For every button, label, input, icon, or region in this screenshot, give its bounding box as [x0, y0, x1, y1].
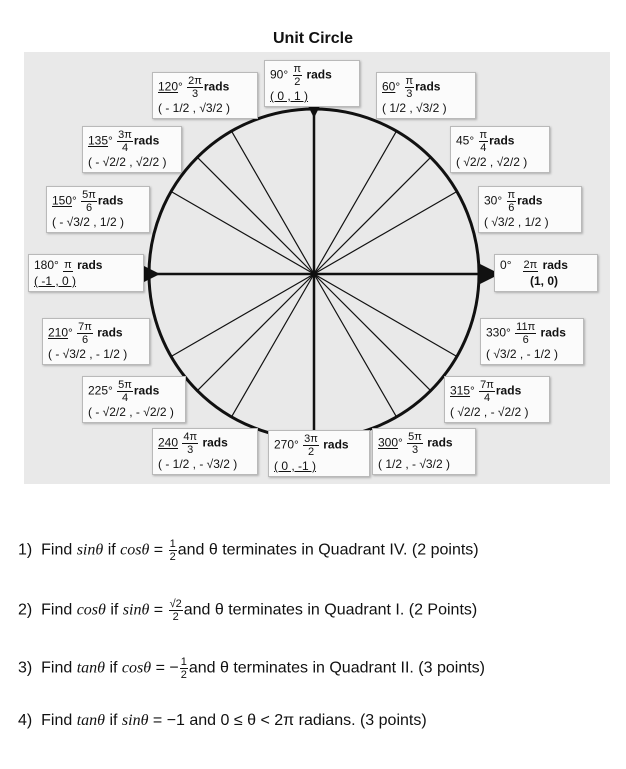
label-300: 300° $\frac{5\pi}{3}$ rads ( 1/2 , - √3/2 ) — [372, 428, 476, 475]
spoke-240 — [232, 274, 315, 417]
label-315: 315° $\frac{7\pi}{4}$ rads ( √2/2 , - √2/2 ) — [444, 376, 550, 423]
question-2: 2) Find cosθ if sinθ = $\frac{√2}{2}$ and θ terminates in Quadrant I. (2 Points) — [18, 598, 478, 623]
label-90: 90° $\frac{\pi}{2}$ rads ( 0 , 1 ) — [264, 60, 360, 107]
label-270: 270° $\frac{3\pi}{2}$ rads ( 0 , -1 ) — [268, 430, 370, 477]
label-60: 60° $\frac{\pi}{3}$ rads ( 1/2 , √3/2 ) — [376, 72, 476, 119]
label-330: 330° $\frac{11\pi}{6}$ rads ( √3/2 , - 1/2 ) — [480, 318, 584, 365]
question-4: 4) Find tanθ if sinθ = −1 and 0 ≤ θ < 2π radians. (3 points) — [18, 712, 427, 729]
label-120: 120° $\frac{2\pi}{3}$ rads ( - 1/2 , √3/2 ) — [152, 72, 258, 119]
unit-circle-diagram — [24, 52, 610, 484]
spoke-225 — [197, 274, 314, 391]
page-title: Unit Circle — [272, 30, 353, 47]
label-30: 30° $\frac{\pi}{6}$ rads ( √3/2 , 1/2 ) — [478, 186, 582, 233]
spoke-150 — [171, 192, 314, 275]
spoke-135 — [197, 157, 314, 274]
spoke-210 — [171, 274, 314, 357]
spoke-45 — [314, 157, 431, 274]
label-45: 45° $\frac{\pi}{4}$ rads ( √2/2 , √2/2 ) — [450, 126, 550, 173]
label-240: 240 $\frac{4\pi}{3}$ rads ( - 1/2 , - √3/2 ) — [152, 428, 258, 475]
label-135: 135° $\frac{3\pi}{4}$ rads ( - √2/2 , √2/2 ) — [82, 126, 182, 173]
spoke-120 — [232, 131, 315, 274]
spoke-60 — [314, 131, 397, 274]
label-180: 180° π rads ( -1 , 0 ) — [28, 254, 144, 292]
spoke-30 — [314, 192, 457, 275]
label-210: 210° $\frac{7\pi}{6}$ rads ( - √3/2 , - 1/2 ) — [42, 318, 150, 365]
spoke-300 — [314, 274, 397, 417]
question-3: 3) Find tanθ if cosθ = − $\frac{1}{2}$ and θ terminates in Quadrant II. (3 points) — [18, 656, 485, 681]
spoke-315 — [314, 274, 431, 391]
label-225: 225° $\frac{5\pi}{4}$ rads ( - √2/2 , - √2/2 ) — [82, 376, 186, 423]
spoke-330 — [314, 274, 457, 357]
label-0: 0° 2π rads (1, 0) — [494, 254, 598, 292]
label-150: 150° $\frac{5\pi}{6}$ rads ( - √3/2 , 1/2 ) — [46, 186, 150, 233]
question-1: 1) Find sinθ if cosθ = $\frac{1}{2}$ and θ terminates in Quadrant IV. (2 points) — [18, 538, 479, 563]
